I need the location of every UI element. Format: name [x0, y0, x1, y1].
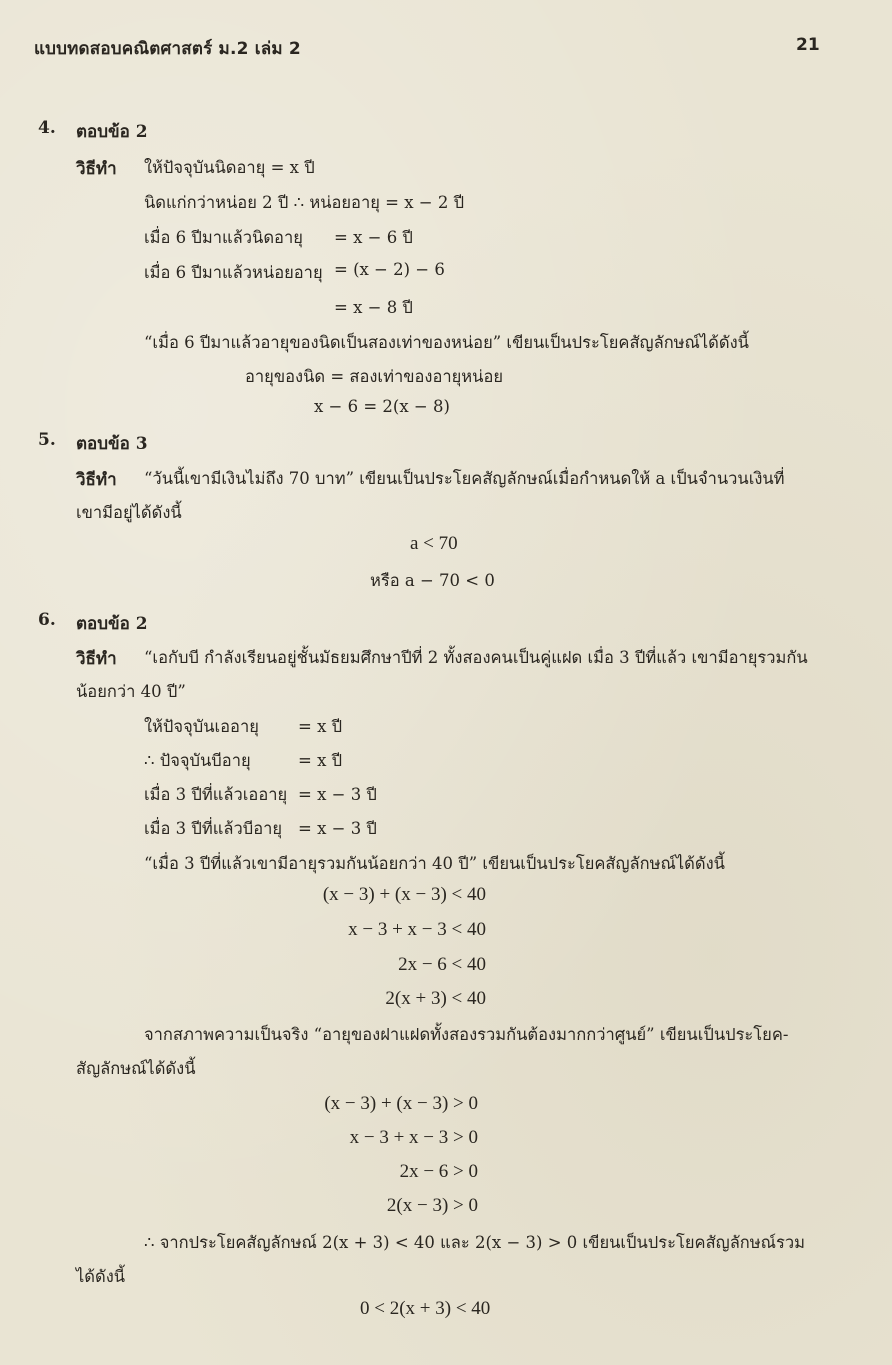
solution-line: ∴ จากประโยคสัญลักษณ์ 2(x + 3) < 40 และ 2(x − 3) > 0 เขียนเป็นประโยคสัญลักษณ์รวม: [144, 1233, 805, 1252]
equation: 2(x + 3) < 40: [385, 988, 486, 1009]
solution-line: ให้ปัจจุบันนิดอายุ = x ปี: [144, 158, 315, 177]
solution-line: ให้ปัจจุบันเออายุ: [144, 717, 259, 736]
solution-line: = x − 3 ปี: [298, 819, 377, 838]
solution-line: เขามีอยู่ได้ดังนี้: [76, 503, 182, 522]
method-label: วิธีทำ: [76, 159, 117, 179]
solution-line: = x ปี: [298, 717, 343, 736]
solution-line: น้อยกว่า 40 ปี”: [76, 682, 186, 701]
solution-line: “เอกับบี กำลังเรียนอยู่ชั้นมัธยมศึกษาปีที่ 2 ทั้งสองคนเป็นคู่แฝด เมื่อ 3 ปีที่แล้ว เขามีอายุรวมกัน: [144, 648, 808, 667]
solution-line: = x − 3 ปี: [298, 785, 377, 804]
solution-line: ได้ดังนี้: [76, 1267, 126, 1286]
answer-number: 6.: [38, 610, 56, 630]
solution-line: “เมื่อ 3 ปีที่แล้วเขามีอายุรวมกันน้อยกว่า 40 ปี” เขียนเป็นประโยคสัญลักษณ์ได้ดังนี้: [144, 854, 725, 873]
answer-choice: ตอบข้อ 3: [76, 434, 148, 454]
solution-line: สัญลักษณ์ได้ดังนี้: [76, 1059, 196, 1078]
method-label: วิธีทำ: [76, 649, 117, 669]
solution-line: เมื่อ 6 ปีมาแล้วหน่อยอายุ: [144, 263, 323, 282]
answer-choice: ตอบข้อ 2: [76, 122, 148, 142]
solution-line: ∴ ปัจจุบันบีอายุ: [144, 751, 251, 770]
answer-number: 5.: [38, 430, 56, 450]
solution-line: = x − 8 ปี: [334, 298, 413, 317]
running-header-title: แบบทดสอบคณิตศาสตร์ ม.2 เล่ม 2: [34, 39, 301, 59]
equation: 0 < 2(x + 3) < 40: [360, 1298, 491, 1319]
solution-line: เมื่อ 6 ปีมาแล้วนิดอายุ: [144, 228, 303, 247]
equation: x − 6 = 2(x − 8): [314, 397, 450, 416]
solution-line: เมื่อ 3 ปีที่แล้วบีอายุ: [144, 819, 283, 838]
equation: a < 70: [410, 533, 458, 554]
solution-line: “เมื่อ 6 ปีมาแล้วอายุของนิดเป็นสองเท่าของหน่อย” เขียนเป็นประโยคสัญลักษณ์ได้ดังนี้: [144, 333, 749, 352]
equation: 2x − 6 < 40: [398, 954, 486, 975]
equation: (x − 3) + (x − 3) < 40: [322, 884, 486, 905]
answer-number: 4.: [38, 118, 56, 138]
page-number: 21: [796, 35, 820, 55]
equation: x − 3 + x − 3 > 0: [349, 1127, 478, 1148]
equation: 2x − 6 > 0: [399, 1161, 478, 1182]
solution-line: อายุของนิด = สองเท่าของอายุหน่อย: [245, 367, 504, 386]
solution-line: เมื่อ 3 ปีที่แล้วเออายุ: [144, 785, 288, 804]
equation: x − 3 + x − 3 < 40: [348, 919, 486, 940]
solution-line: “วันนี้เขามีเงินไม่ถึง 70 บาท” เขียนเป็นประโยคสัญลักษณ์เมื่อกำหนดให้ a เป็นจำนวนเงินที่: [144, 469, 785, 488]
solution-line: = (x − 2) − 6: [334, 260, 445, 279]
equation: 2(x − 3) > 0: [386, 1195, 478, 1216]
solution-line: = x ปี: [298, 751, 343, 770]
solution-line: = x − 6 ปี: [334, 228, 413, 247]
answer-choice: ตอบข้อ 2: [76, 614, 148, 634]
method-label: วิธีทำ: [76, 470, 117, 490]
equation: (x − 3) + (x − 3) > 0: [324, 1093, 478, 1114]
solution-line: จากสภาพความเป็นจริง “อายุของฝาแฝดทั้งสองรวมกันต้องมากกว่าศูนย์” เขียนเป็นประโยค-: [144, 1025, 789, 1044]
solution-line: นิดแก่กว่าหน่อย 2 ปี ∴ หน่อยอายุ = x − 2 ปี: [144, 193, 465, 212]
equation: หรือ a − 70 < 0: [370, 571, 495, 590]
